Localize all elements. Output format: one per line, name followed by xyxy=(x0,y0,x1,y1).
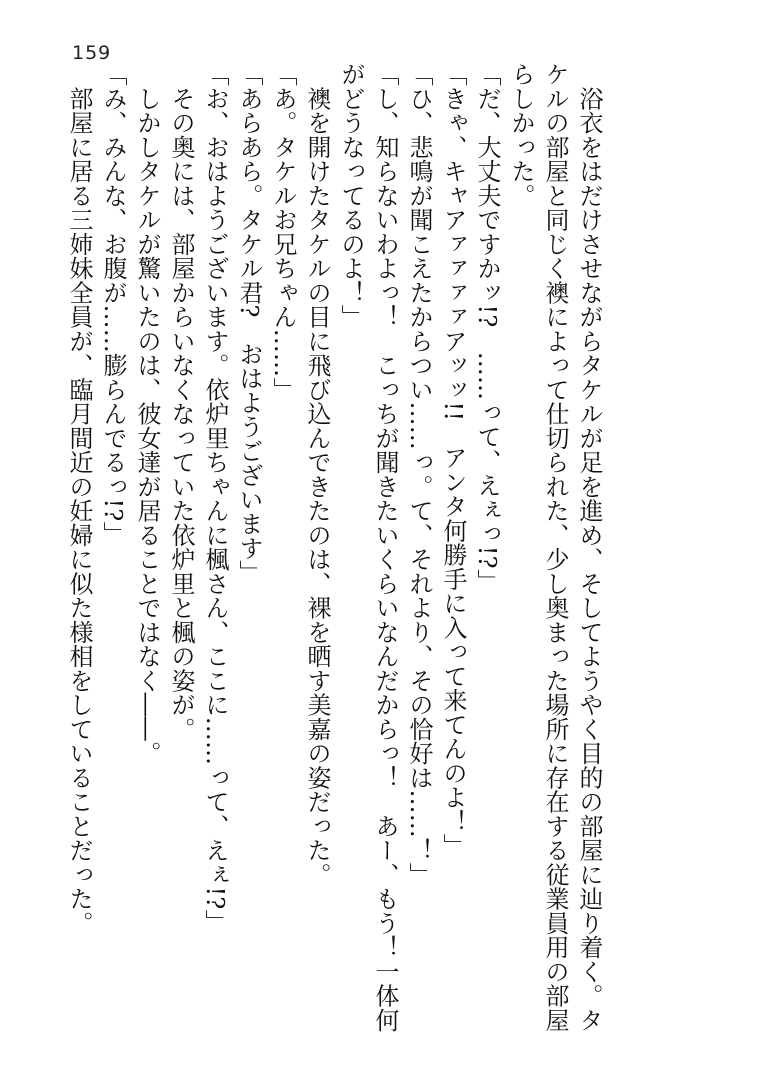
paragraph-narration-1: 浴衣をはだけさせながらタケルが足を進め、そしてようやく目的の部屋に辿り着く。タケルの部屋と同じく襖によって仕切られた、少し奥まった場所に存在する従業員用の部屋らしかった。 xyxy=(507,62,603,1032)
paragraph-dialogue-4: 「し、知らないわよっ！ こっちが聞きたいくらいなんだからっ！ あー、もう！一体何がどうなってるのよ！」 xyxy=(337,62,399,1032)
paragraph-dialogue-3: 「ひ、悲鳴が聞こえたからつい……っ。て、それより、その恰好は……！」 xyxy=(405,62,433,887)
paragraph-dialogue-5: 「あ。タケルお兄ちゃん……」 xyxy=(269,62,297,402)
paragraph-narration-4: しかしタケルが驚いたのは、彼女達が居ることではなく――。 xyxy=(133,62,161,766)
paragraph-narration-3: その奥には、部屋からいなくなっていた依炉里と楓の姿が。 xyxy=(167,62,195,741)
paragraph-dialogue-1: 「だ、大丈夫ですかッ!? ……って、えぇっ!?」 xyxy=(473,62,501,594)
vertical-text-block xyxy=(62,62,722,1052)
page-number: 159 xyxy=(72,42,112,64)
paragraph-dialogue-6: 「あらあら。タケル君? おはようございます」 xyxy=(235,62,263,585)
paragraph-narration-2: 襖を開けたタケルの目に飛び込んできたのは、裸を晒す美嘉の姿だった。 xyxy=(303,62,331,887)
paragraph-dialogue-2: 「きゃ、キャアァァァァアッッ!! アンタ何勝手に入って来てんのよ！」 xyxy=(439,62,467,858)
paragraph-narration-5: 部屋に居る三姉妹全員が、臨月間近の妊婦に似た様相をしていることだった。 xyxy=(65,62,93,935)
paragraph-dialogue-7: 「お、おはようございます。依炉里ちゃんに楓さん、ここに……って、えぇ!?」 xyxy=(201,62,229,934)
body-text xyxy=(62,62,606,1052)
paragraph-dialogue-8: 「み、みんな、お腹が……膨らんでるっ!?」 xyxy=(99,62,127,546)
